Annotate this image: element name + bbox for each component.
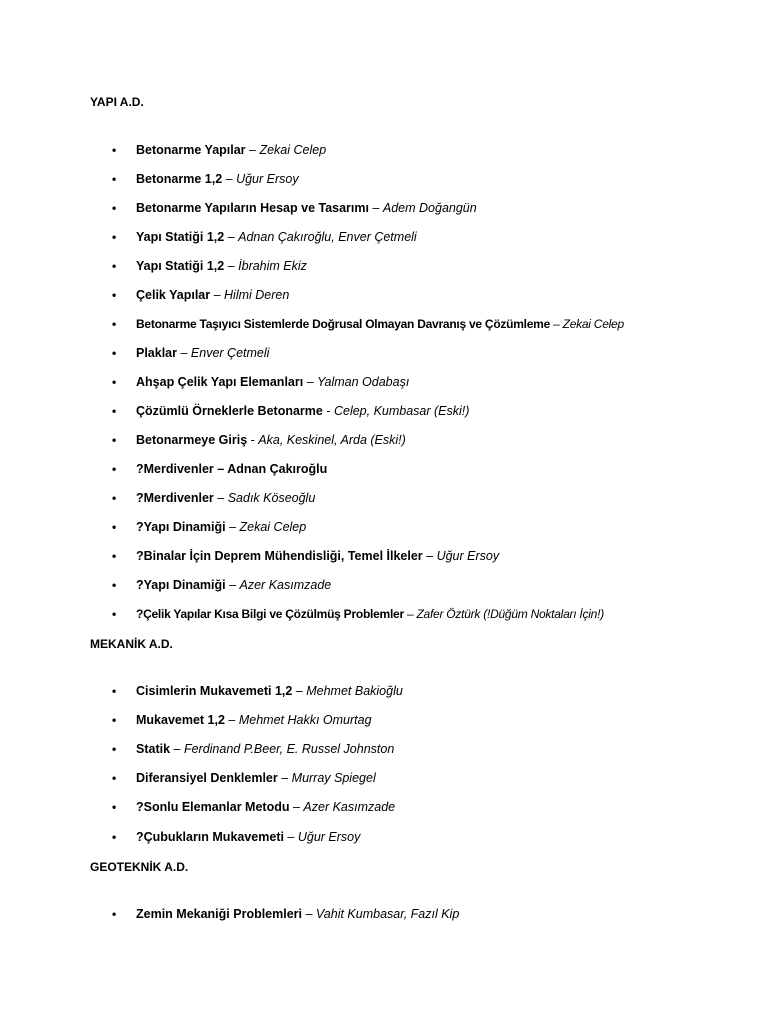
separator: – [550,317,563,331]
book-author: Celep, Kumbasar (Eski!) [333,404,470,418]
separator: – [222,172,237,186]
book-author: Azer Kasımzade [303,800,396,814]
book-title: Betonarme 1,2 [136,172,223,186]
bullet-icon: • [112,578,117,592]
separator: – [303,375,318,389]
separator: - [247,433,259,447]
separator: – [368,201,383,215]
separator: – [292,684,307,698]
book-title: Zemin Mekaniği Problemleri [136,907,303,921]
book-title: Statik [136,742,171,756]
bullet-icon: • [112,230,117,244]
book-author: Uğur Ersoy [236,172,299,186]
book-title: ?Çubukların Mukavemeti [136,830,284,844]
bullet-icon: • [112,172,117,186]
separator: – [224,713,239,727]
book-author: Sadık Köseoğlu [227,491,316,505]
book-title: Betonarmeye Giriş [136,433,248,447]
bullet-icon: • [112,404,117,418]
section-heading-geoteknik: GEOTEKNİK A.D. [90,860,189,874]
book-title: Ahşap Çelik Yapı Elemanları [136,375,304,389]
book-title: Yapı Statiği 1,2 [136,259,225,273]
book-title: Cisimlerin Mukavemeti 1,2 [136,684,293,698]
book-title: Betonarme Yapıların Hesap ve Tasarımı [136,201,369,215]
book-author: Murray Spiegel [291,771,376,785]
bullet-icon: • [112,346,117,360]
bullet-icon: • [112,201,117,215]
book-title: ?Merdivenler [136,491,214,505]
separator: – [210,288,225,302]
book-author: Vahit Kumbasar, Fazıl Kip [315,907,460,921]
book-author: İbrahim Ekiz [238,259,307,273]
book-title: Çözümlü Örneklerle Betonarme [136,404,323,418]
bullet-icon: • [112,433,117,447]
bullet-icon: • [112,742,117,756]
book-author: Enver Çetmeli [190,346,270,360]
book-title: Plaklar [136,346,178,360]
section-heading-yapi: YAPI A.D. [90,95,144,109]
book-title: ?Binalar İçin Deprem Mühendisliği, Temel İlkeler [136,549,423,563]
separator: - [322,404,334,418]
book-author: Zekai Celep [259,143,327,157]
book-title: Yapı Statiği 1,2 [136,230,225,244]
bullet-icon: • [112,830,117,844]
bullet-icon: • [112,607,117,621]
bullet-icon: • [112,520,117,534]
separator: – [177,346,191,360]
bullet-icon: • [112,800,117,814]
book-author: Zekai Celep [239,520,307,534]
book-title: Betonarme Taşıyıcı Sistemlerde Doğrusal Olmayan Davranış ve Çözümleme [136,317,551,331]
book-title: Diferansiyel Denklemler [136,771,278,785]
book-title: Betonarme Yapılar [136,143,246,157]
book-author: Mehmet Hakkı Omurtag [238,713,372,727]
bullet-icon: • [112,462,117,476]
separator: – [422,549,437,563]
book-title: ?Yapı Dinamiği [136,520,226,534]
book-author: Uğur Ersoy [436,549,500,563]
book-title: ?Yapı Dinamiği [136,578,226,592]
book-title: ?Sonlu Elemanlar Metodu [136,800,290,814]
book-author: Azer Kasımzade [239,578,332,592]
separator: – [289,800,304,814]
bullet-icon: • [112,317,117,331]
book-author: Adnan Çakıroğlu, Enver Çetmeli [238,230,417,244]
book-author: Adem Doğangün [382,201,477,215]
separator: – [225,520,240,534]
separator: – [403,607,417,621]
bullet-icon: • [112,771,117,785]
separator: – [283,830,298,844]
book-author: Mehmet Bakioğlu [306,684,403,698]
book-title: ?Merdivenler – Adnan Çakıroğlu [136,462,328,476]
book-author: Hilmi Deren [224,288,290,302]
separator: – [245,143,260,157]
bullet-icon: • [112,259,117,273]
bullet-icon: • [112,491,117,505]
book-author: Uğur Ersoy [297,830,361,844]
separator: – [225,578,240,592]
bullet-icon: • [112,713,117,727]
book-author: Yalman Odabaşı [317,375,410,389]
bullet-icon: • [112,907,117,921]
book-title: ?Çelik Yapılar Kısa Bilgi ve Çözülmüş Problemler [136,607,404,621]
bullet-icon: • [112,143,117,157]
separator: – [277,771,292,785]
book-author: Zafer Öztürk (!Düğüm Noktaları İçin!) [416,607,604,621]
section-heading-mekanik: MEKANİK A.D. [90,637,173,651]
book-title: Mukavemet 1,2 [136,713,225,727]
bullet-icon: • [112,684,117,698]
separator: – [170,742,184,756]
separator: – [224,259,239,273]
book-author: Ferdinand P.Beer, E. Russel Johnston [183,742,395,756]
separator: – [224,230,239,244]
separator: – [213,491,228,505]
bullet-icon: • [112,375,117,389]
bullet-icon: • [112,549,117,563]
book-author: Aka, Keskinel, Arda (Eski!) [258,433,406,447]
book-title: Çelik Yapılar [136,288,211,302]
book-author: Zekai Celep [562,317,624,331]
separator: – [302,907,316,921]
bullet-icon: • [112,288,117,302]
